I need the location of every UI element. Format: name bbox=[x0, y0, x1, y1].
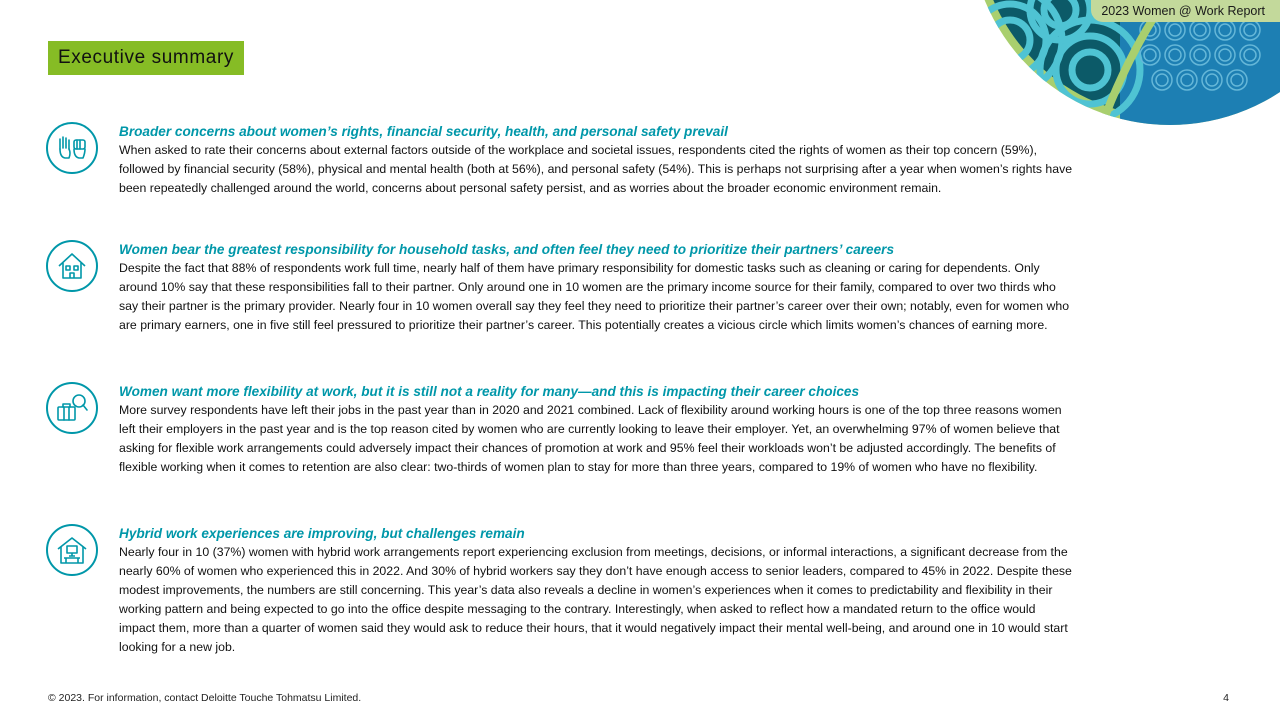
copyright-footer: © 2023. For information, contact Deloitte Touche Tohmatsu Limited. bbox=[48, 692, 362, 704]
section-heading: Women want more flexibility at work, but it is still not a reality for many—and this is impacting their career choices bbox=[119, 384, 860, 399]
section-heading: Broader concerns about women’s rights, financial security, health, and personal safety prevail bbox=[119, 124, 728, 139]
section-body: When asked to rate their concerns about external factors outside of the workplace and societal issues, respondents cited the rights of women as their top concern (59%), followed by financial security (58%), physical and mental health (both at 56%), and personal safety (54%). This is perhaps not surprising after a year when women’s rights have been repeatedly challenged around the world, concerns about personal safety persist, and as worries about the broader economic environment remain. bbox=[119, 143, 1073, 195]
section-body: Despite the fact that 88% of respondents work full time, nearly half of them have primary responsibility for domestic tasks such as cleaning or caring for dependents. Only around 10% say that these responsibilities fall to their partner. Only around one in 10 women are the primary income source for their family, compared to over two thirds who say their partner is the primary provider. Nearly four in 10 women overall say they feel they need to prioritize their partner’s career over their own; notably, even for women who are primary earners, one in five still feel pressured to prioritize their partner’s career. This potentially creates a vicious circle which limits women’s chances of earning more. bbox=[119, 261, 1070, 332]
house-icon bbox=[55, 249, 89, 283]
section-body: Nearly four in 10 (37%) women with hybrid work arrangements report experiencing exclusion from meetings, decisions, or informal interactions, a significant decrease from the nearly 60% of women who experienced this in 2022. And 30% of hybrid workers say they don’t have enough access to senior leaders, compared to 45% in 2022. Despite these modest improvements, the numbers are still concerning. This year’s data also reveals a decline in women’s experiences when it comes to predictability and flexibility in their working pattern and being expected to go into the office despite messaging to the contrary. Interestingly, when asked to reflect how a mandated return to the office would impact them, more than a quarter of women said they would ask to reduce their hours, that it would negatively impact their mental well-being, and around one in 10 would start looking for a new job. bbox=[119, 545, 1072, 654]
page-title: Executive summary bbox=[48, 41, 244, 75]
section-body: More survey respondents have left their jobs in the past year than in 2020 and 2021 combined. Lack of flexibility around working hours is one of the top three reasons women left their employers in the past year and is the top reason cited by women who are currently looking to leave their employer. Yet, an overwhelming 97% of women believe that asking for flexible work arrangements could adversely impact their chances of promotion at work and 95% feel their workloads won’t be adjusted accordingly. The benefits of flexible working when it comes to retention are also clear: two-thirds of women plan to stay for more than three years, compared to 19% of women who have no flexibility. bbox=[119, 403, 1062, 474]
raised-fists-icon bbox=[55, 131, 89, 165]
briefcase-search-icon bbox=[55, 391, 89, 425]
home-office-icon bbox=[55, 533, 89, 567]
page-number: 4 bbox=[1223, 692, 1229, 704]
section-heading: Hybrid work experiences are improving, but challenges remain bbox=[119, 526, 525, 541]
section-heading: Women bear the greatest responsibility for household tasks, and often feel they need to prioritize their partners’ careers bbox=[119, 242, 895, 257]
report-tag: 2023 Women @ Work Report bbox=[1091, 0, 1280, 22]
